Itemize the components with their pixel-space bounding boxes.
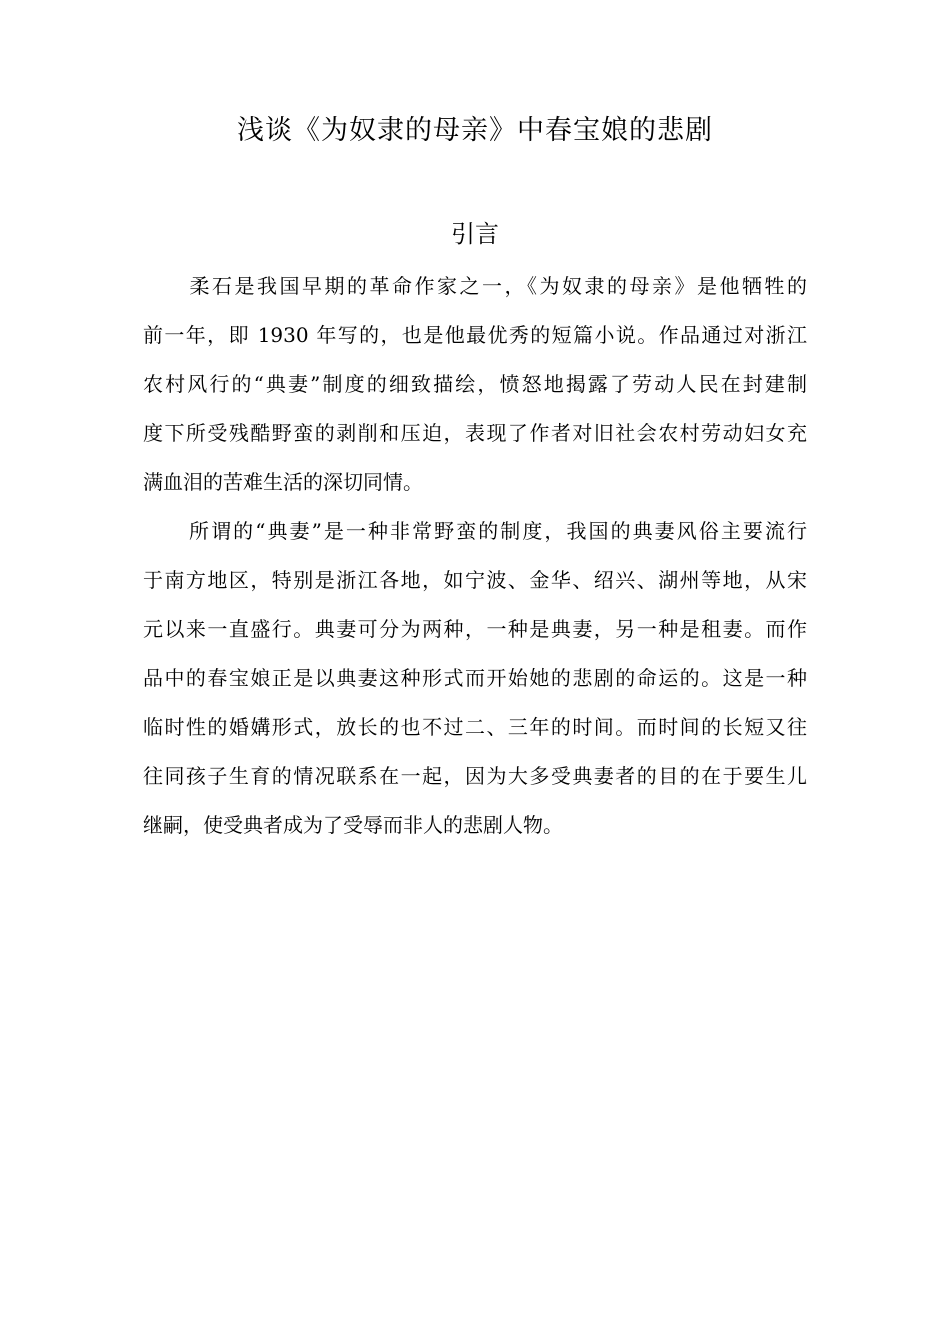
paragraph-1 bbox=[143, 262, 807, 507]
paragraph-line: 度下所受残酷野蛮的剥削和压迫，表现了作者对旧社会农村劳动妇女充 bbox=[143, 421, 807, 445]
section-heading-introduction: 引言 bbox=[451, 220, 499, 248]
paragraph-line: 所谓的“典妻”是一种非常野蛮的制度，我国的典妻风俗主要流行 bbox=[187, 519, 807, 543]
paragraph-line: 往同孩子生育的情况联系在一起，因为大多受典妻者的目的在于要生儿 bbox=[143, 764, 807, 788]
paragraph-2 bbox=[143, 507, 807, 850]
paragraph-line: 元以来一直盛行。典妻可分为两种，一种是典妻，另一种是租妻。而作 bbox=[143, 617, 807, 641]
paragraph-line: 农村风行的“典妻”制度的细致描绘，愤怒地揭露了劳动人民在封建制 bbox=[143, 372, 807, 396]
paragraph-line: 临时性的婚媾形式，放长的也不过二、三年的时间。而时间的长短又往 bbox=[143, 715, 807, 739]
paragraph-line: 满血泪的苦难生活的深切同情。 bbox=[143, 470, 423, 494]
paragraph-line: 柔石是我国早期的革命作家之一，《为奴隶的母亲》是他牺牲的 bbox=[187, 274, 807, 298]
paragraph-line: 于南方地区，特别是浙江各地，如宁波、金华、绍兴、湖州等地，从宋 bbox=[143, 568, 807, 592]
document-title: 浅谈《为奴隶的母亲》中春宝娘的悲剧 bbox=[237, 115, 713, 146]
paragraph-line: 前一年，即 1930 年写的，也是他最优秀的短篇小说。作品通过对浙江 bbox=[143, 323, 807, 347]
paragraph-line: 继嗣，使受典者成为了受辱而非人的悲剧人物。 bbox=[143, 813, 563, 837]
document-body bbox=[143, 262, 807, 850]
paragraph-line: 品中的春宝娘正是以典妻这种形式而开始她的悲剧的命运的。这是一种 bbox=[143, 666, 807, 690]
